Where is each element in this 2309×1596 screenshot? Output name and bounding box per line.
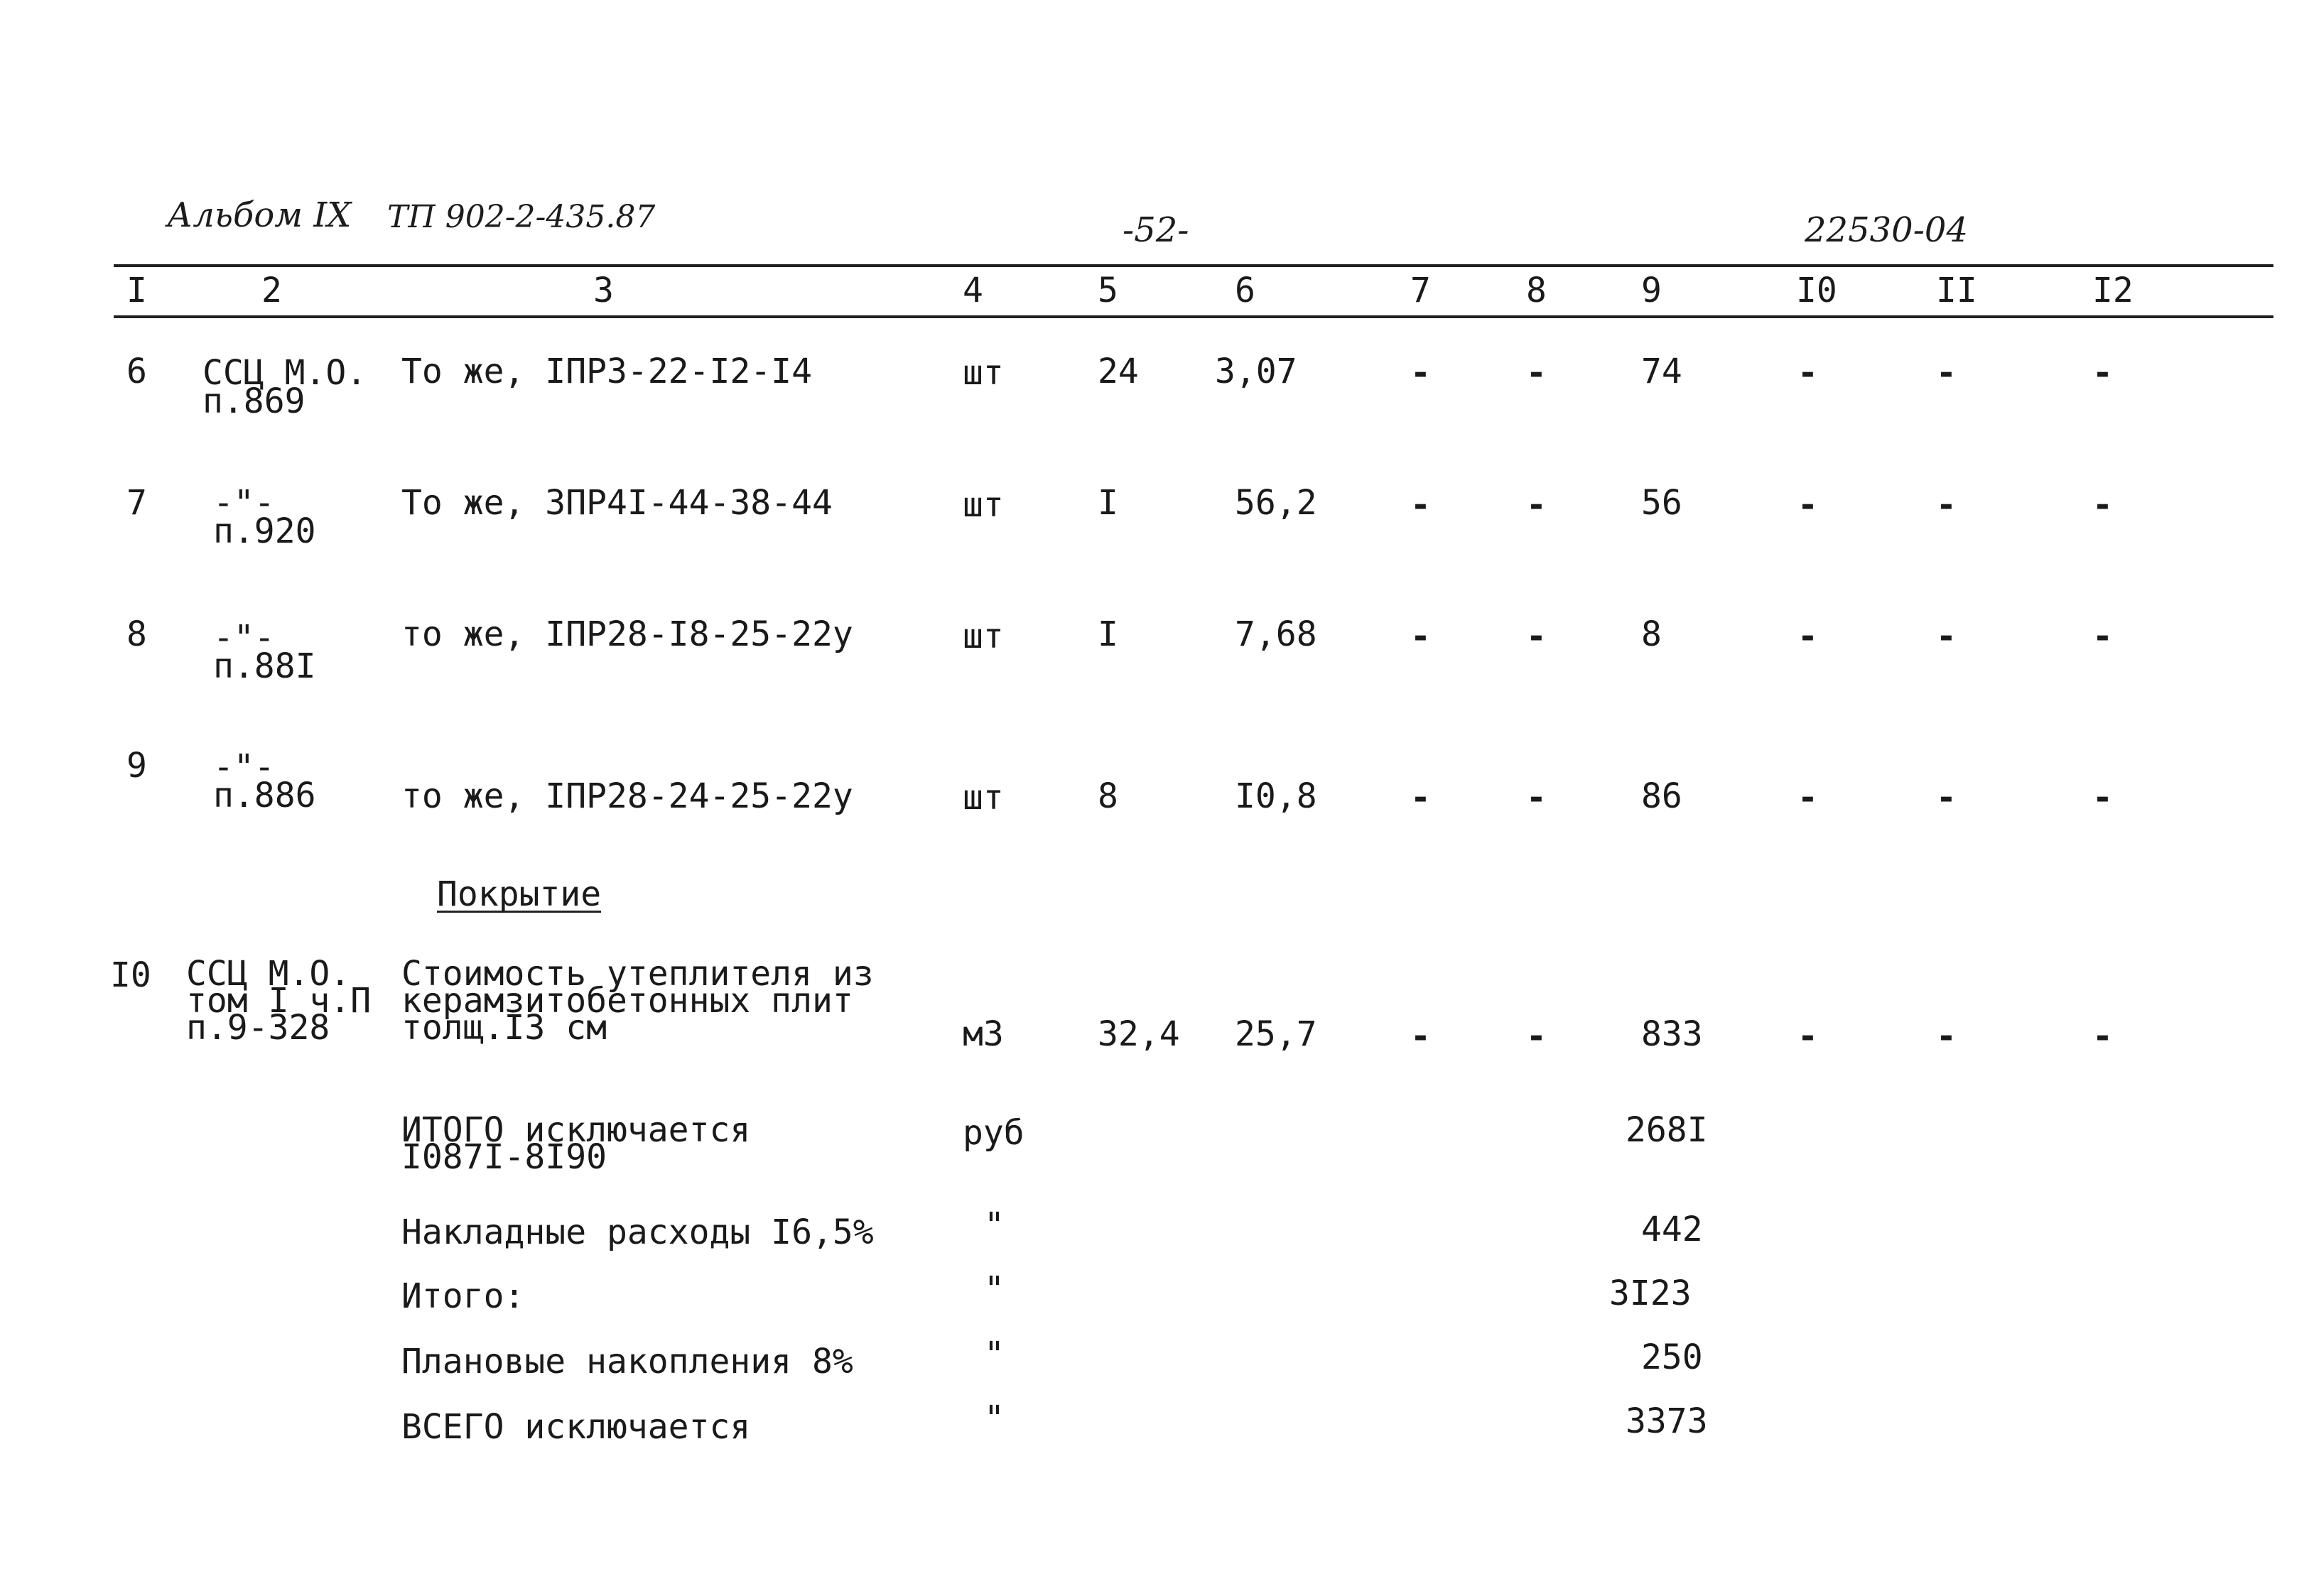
row-col10: - xyxy=(1797,1016,1818,1056)
row-reference: -"- п.886 xyxy=(213,747,316,815)
row-unit: шт xyxy=(963,778,1004,818)
page-number: -52- xyxy=(1123,210,1189,250)
row-number: 6 xyxy=(126,352,147,391)
row-unit: м3 xyxy=(963,1014,1004,1054)
row-quantity: 24 xyxy=(1098,352,1139,391)
row-quantity: 8 xyxy=(1098,776,1118,816)
row-total: 833 xyxy=(1641,1014,1703,1054)
row-col8: - xyxy=(1526,778,1547,818)
row-reference: ССЦ М.О. том I ч.П п.9-328 xyxy=(186,954,372,1048)
row-col7: - xyxy=(1410,778,1431,818)
col-header-2: 2 xyxy=(261,271,282,310)
row-number: 9 xyxy=(126,746,147,786)
row-reference: ССЦ М.О. п.869 xyxy=(202,353,367,421)
row-number: 7 xyxy=(126,483,147,523)
row-col8: - xyxy=(1526,617,1547,656)
row-col11: - xyxy=(1936,1016,1957,1056)
row-unit: шт xyxy=(963,353,1004,393)
col-header-1: I xyxy=(126,271,147,310)
row-total: 56 xyxy=(1641,483,1682,523)
row-reference: -"- п.88I xyxy=(213,618,316,686)
total-unit: " xyxy=(984,1335,1005,1374)
total-value: 3373 xyxy=(1626,1401,1708,1441)
row-col8: - xyxy=(1526,353,1547,393)
row-col12: - xyxy=(2092,353,2113,393)
total-value: 442 xyxy=(1641,1210,1703,1249)
total-value: 268I xyxy=(1626,1110,1708,1150)
row-col10: - xyxy=(1797,617,1818,656)
row-number: I0 xyxy=(110,955,151,995)
row-description: Стоимость утеплителя из керамзитобетонных плит толщ.I3 см xyxy=(401,954,874,1048)
row-total: 8 xyxy=(1641,614,1662,654)
row-col11: - xyxy=(1936,485,1957,525)
section-title: Покрытие xyxy=(437,874,602,914)
total-unit: " xyxy=(984,1205,1005,1245)
project-code: ТП 902-2-435.87 xyxy=(387,199,656,235)
total-unit: " xyxy=(984,1269,1005,1309)
row-col7: - xyxy=(1410,617,1431,656)
row-col7: - xyxy=(1410,1016,1431,1056)
row-description: то же, IПР28-24-25-22у xyxy=(401,776,853,816)
total-value: 250 xyxy=(1641,1337,1703,1377)
header-top-rule xyxy=(114,264,2273,267)
total-label: Итого: xyxy=(401,1276,525,1316)
total-value: 3I23 xyxy=(1609,1274,1692,1313)
col-header-3: 3 xyxy=(593,271,614,310)
row-col12: - xyxy=(2092,485,2113,525)
row-col12: - xyxy=(2092,617,2113,656)
row-total: 74 xyxy=(1641,352,1682,391)
row-reference: -"- п.920 xyxy=(213,483,316,551)
row-col11: - xyxy=(1936,617,1957,656)
row-col10: - xyxy=(1797,353,1818,393)
row-quantity: I xyxy=(1098,483,1118,523)
document-code: 22530-04 xyxy=(1805,210,1968,250)
row-description: То же, 3ПР4I-44-38-44 xyxy=(401,483,833,523)
col-header-6: 6 xyxy=(1235,271,1255,310)
row-unit-price: 56,2 xyxy=(1235,483,1317,523)
total-unit: " xyxy=(984,1399,1005,1438)
row-col12: - xyxy=(2092,1016,2113,1056)
row-col12: - xyxy=(2092,778,2113,818)
row-col11: - xyxy=(1936,778,1957,818)
row-description: то же, IПР28-I8-25-22у xyxy=(401,614,853,654)
total-unit: руб xyxy=(963,1113,1024,1153)
row-col8: - xyxy=(1526,485,1547,525)
row-col7: - xyxy=(1410,353,1431,393)
row-unit-price: I0,8 xyxy=(1235,776,1317,816)
total-label: Плановые накопления 8% xyxy=(401,1342,853,1381)
row-total: 86 xyxy=(1641,776,1682,816)
total-label: ВСЕГО исключается xyxy=(401,1407,751,1447)
row-number: 8 xyxy=(126,614,147,654)
total-label: Накладные расходы I6,5% xyxy=(401,1212,874,1252)
col-header-12: I2 xyxy=(2092,271,2134,310)
row-col7: - xyxy=(1410,485,1431,525)
col-header-8: 8 xyxy=(1526,271,1547,310)
total-label: ИТОГО исключается I087I-8I90 xyxy=(401,1110,751,1177)
row-col10: - xyxy=(1797,485,1818,525)
row-unit-price: 3,07 xyxy=(1215,352,1297,391)
header-bottom-rule xyxy=(114,315,2273,318)
row-unit-price: 7,68 xyxy=(1235,614,1317,654)
row-unit: шт xyxy=(963,617,1004,656)
row-description: То же, IПР3-22-I2-I4 xyxy=(401,352,812,391)
col-header-11: II xyxy=(1936,271,1977,310)
row-quantity: 32,4 xyxy=(1098,1014,1180,1054)
row-col8: - xyxy=(1526,1016,1547,1056)
col-header-5: 5 xyxy=(1098,271,1118,310)
col-header-7: 7 xyxy=(1410,271,1431,310)
col-header-10: I0 xyxy=(1796,271,1837,310)
row-col11: - xyxy=(1936,353,1957,393)
row-unit: шт xyxy=(963,485,1004,525)
col-header-4: 4 xyxy=(963,271,983,310)
col-header-9: 9 xyxy=(1641,271,1662,310)
row-col10: - xyxy=(1797,778,1818,818)
album-label: Альбом IX xyxy=(167,195,352,235)
row-unit-price: 25,7 xyxy=(1235,1014,1317,1054)
row-quantity: I xyxy=(1098,614,1118,654)
